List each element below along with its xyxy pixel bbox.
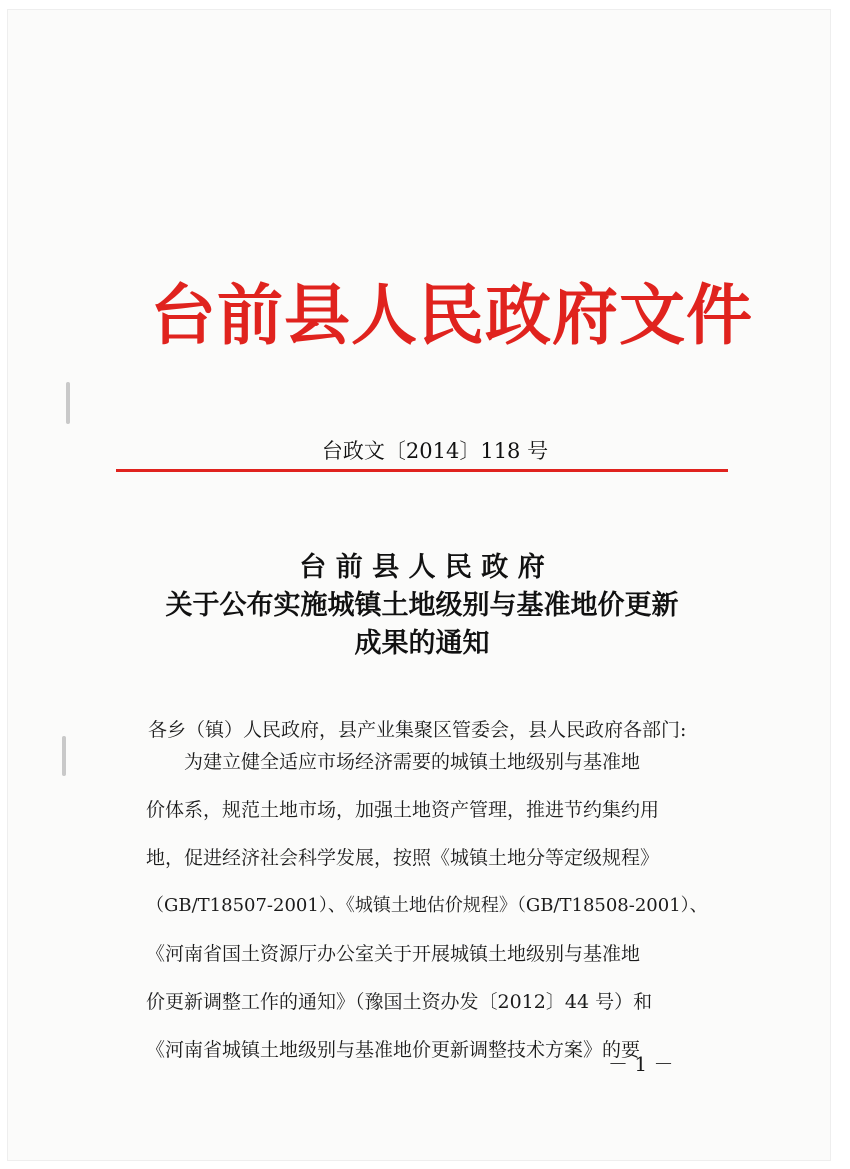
body-line-4: （GB/T18507-2001）、《城镇土地估价规程》（GB/T18508-2001）、 (146, 895, 708, 916)
body-line-7: 《河南省城镇土地级别与基准地价更新调整技术方案》的要 (146, 1039, 641, 1061)
punch-hole-mark (62, 736, 66, 776)
body-line-3: 地，促进经济社会科学发展，按照《城镇土地分等定级规程》 (146, 847, 660, 869)
header-red-rule (116, 469, 728, 472)
document-number: 台政文〔2014〕118 号 (321, 439, 549, 463)
notice-title-line-2: 关于公布实施城镇土地级别与基准地价更新 (165, 590, 679, 621)
notice-title-line-3: 成果的通知 (354, 628, 490, 659)
body-line-1: 为建立健全适应市场经济需要的城镇土地级别与基准地 (184, 751, 641, 773)
salutation: 各乡（镇）人民政府，县产业集聚区管委会，县人民政府各部门: (148, 719, 687, 741)
body-line-5: 《河南省国土资源厅办公室关于开展城镇土地级别与基准地 (146, 943, 641, 965)
body-line-6: 价更新调整工作的通知》（豫国土资办发〔2012〕44 号）和 (146, 991, 653, 1013)
notice-title (112, 549, 732, 663)
document-header-title: 台前县人民政府文件 (150, 277, 753, 354)
body-line-2: 价体系，规范土地市场，加强土地资产管理，推进节约集约用 (146, 799, 660, 821)
page-number: － 1 － (608, 1052, 674, 1076)
notice-title-line-1: 台 前 县 人 民 政 府 (299, 552, 545, 583)
punch-hole-mark (66, 382, 70, 424)
